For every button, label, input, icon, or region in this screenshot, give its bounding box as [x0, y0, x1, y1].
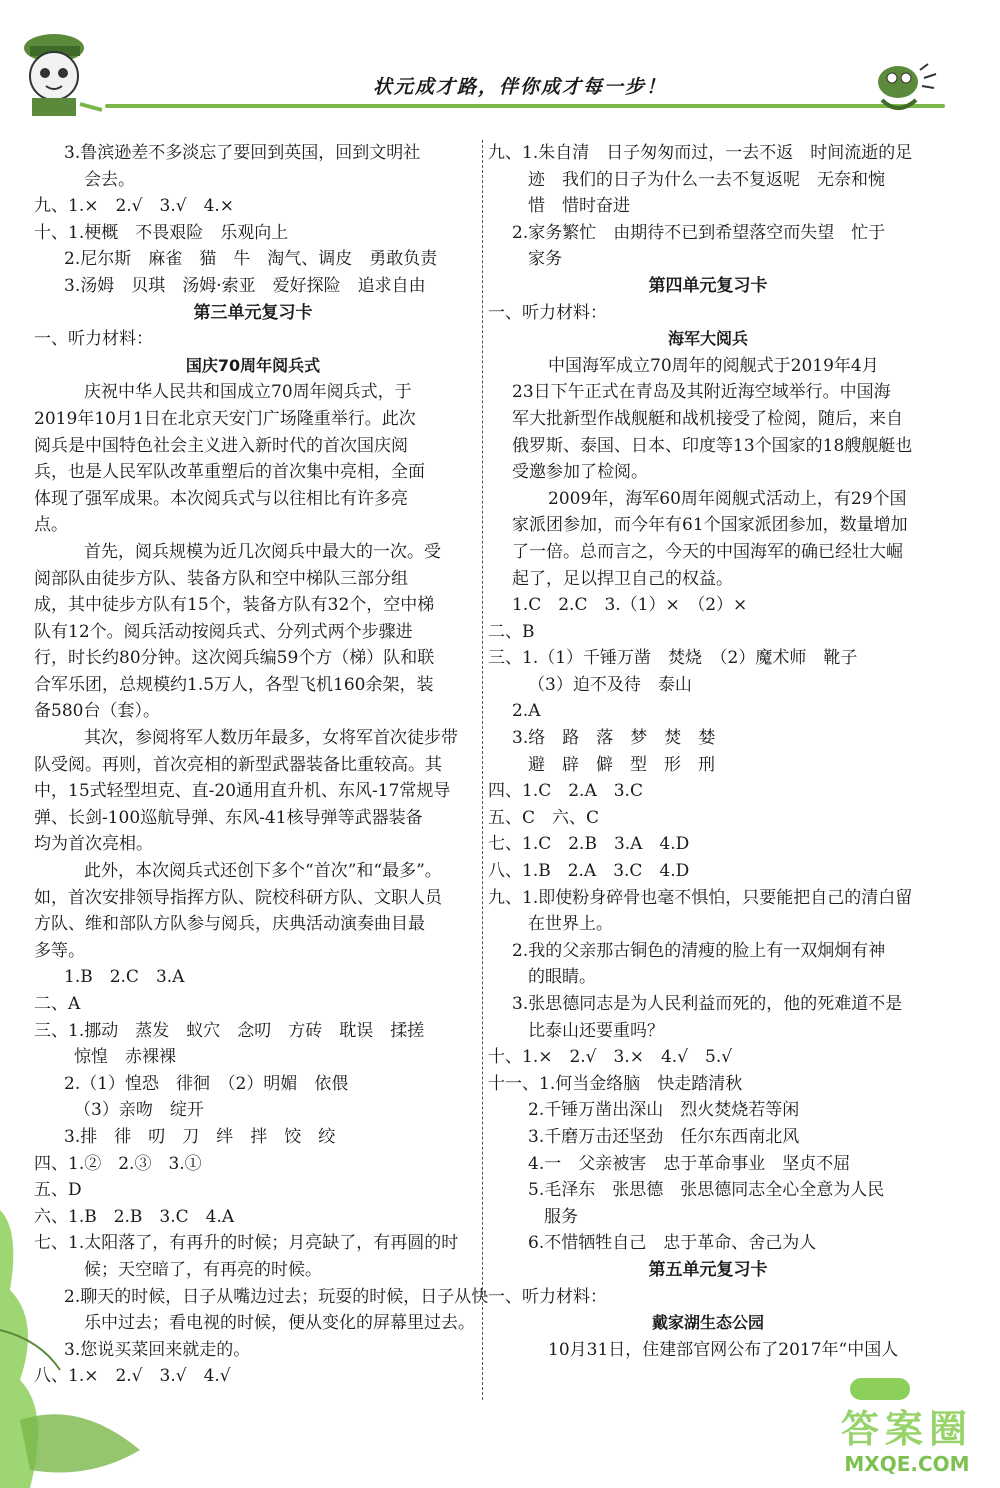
answer-line: 十、1.× 2.√ 3.× 4.√ 5.√ — [488, 1047, 733, 1068]
answer-line: 多等。 — [34, 940, 85, 961]
answer-line: 五、D — [34, 1180, 82, 1201]
answer-line: 迹 我们的日子为什么一去不复返呢 无奈和惋 — [528, 169, 885, 190]
answer-line: 体现了强军成果。本次阅兵式与以往相比有许多亮 — [34, 488, 408, 509]
answer-line: 避 辟 僻 型 形 刑 — [528, 754, 715, 775]
answer-line: 均为首次亮相。 — [34, 834, 153, 855]
answer-line: 中国海军成立70周年的阅舰式于2019年4月 — [548, 355, 879, 376]
answer-line: 军大批新型作战舰艇和战机接受了检阅，随后，来自 — [512, 408, 903, 429]
answer-line: 九、1.即使粉身碎骨也毫不惧怕，只要能把自己的清白留 — [488, 887, 913, 908]
answer-line: 中，15式轻型坦克、直-20通用直升机、东风-17常规导 — [34, 781, 451, 802]
answer-line: 合军乐团，总规模约1.5万人，各型飞机160余架，装 — [34, 674, 434, 695]
answer-line: 2009年，海军60周年阅舰式活动上，有29个国 — [548, 488, 907, 509]
answer-line: 八、1.× 2.√ 3.√ 4.√ — [34, 1366, 231, 1387]
mascot-left-icon — [10, 28, 105, 118]
answer-line: 阅兵是中国特色社会主义进入新时代的首次国庆阅 — [34, 435, 408, 456]
answer-line: 乐中过去；看电视的时候，便从变化的屏幕里过去。 — [84, 1313, 475, 1334]
answer-line: 起了，足以捍卫自己的权益。 — [512, 568, 733, 589]
answer-line: 一、听力材料： — [34, 329, 153, 350]
answer-line: 6.不惜牺牲自己 忠于革命、舍己为人 — [528, 1233, 817, 1254]
answer-line: 5.毛泽东 张思德 张思德同志全心全意为人民 — [528, 1180, 885, 1201]
answer-line: 方队、维和部队方队参与阅兵，庆典活动演奏曲目最 — [34, 914, 425, 935]
answer-line: 23日下午正式在青岛及其附近海空域举行。中国海 — [512, 382, 891, 403]
answer-line: 四、1.C 2.A 3.C — [488, 781, 643, 802]
answer-line: 惜 惜时奋进 — [528, 196, 630, 217]
answer-line: 2.（1）惶恐 徘徊 （2）明媚 依偎 — [64, 1073, 349, 1094]
answer-line: 兵，也是人民军队改革重塑后的首次集中亮相，全面 — [34, 462, 425, 483]
right-column — [488, 140, 928, 1363]
answer-line: 比泰山还要重吗？ — [528, 1020, 664, 1041]
answer-line: 二、B — [488, 621, 535, 642]
answer-line: 六、1.B 2.B 3.C 4.A — [34, 1206, 235, 1227]
answer-line: 十、1.梗概 不畏艰险 乐观向上 — [34, 222, 289, 243]
answer-line: 1.C 2.C 3.（1）× （2）× — [512, 595, 748, 616]
answer-line: 3.您说买菜回来就走的。 — [64, 1339, 251, 1360]
answer-line: （3）亲吻 绽开 — [74, 1100, 204, 1121]
answer-line: 七、1.C 2.B 3.A 4.D — [488, 834, 690, 855]
answer-line: 4.一 父亲被害 忠于革命事业 坚贞不屈 — [528, 1153, 851, 1174]
answer-line: 3.汤姆 贝琪 汤姆·索亚 爱好探险 追求自由 — [64, 275, 426, 296]
answer-line: 1.B 2.C 3.A — [64, 967, 185, 988]
answer-line: 了一倍。总而言之，今天的中国海军的确已经壮大崛 — [512, 541, 903, 562]
answer-line: 一、听力材料： — [488, 302, 607, 323]
answer-line: 八、1.B 2.A 3.C 4.D — [488, 861, 690, 882]
answer-line: 2019年10月1日在北京天安门广场隆重举行。此次 — [34, 408, 416, 429]
answer-line: 阅部队由徒步方队、装备方队和空中梯队三部分组 — [34, 568, 408, 589]
answer-line: 家派团参加，而今年有61个国家派团参加，数量增加 — [512, 515, 908, 536]
section-title: 第四单元复习卡 — [648, 275, 768, 296]
answer-line: 成，其中徒步方队有15个，装备方队有32个，空中梯 — [34, 595, 435, 616]
answer-line: 候；天空暗了，有再亮的时候。 — [84, 1259, 322, 1280]
answer-line: 九、1.× 2.√ 3.√ 4.× — [34, 196, 235, 217]
answer-line: 队有12个。阅兵活动按阅兵式、分列式两个步骤进 — [34, 621, 413, 642]
answer-line: 家务 — [528, 249, 562, 270]
header-slogan: 状元成才路，伴你成才每一步！ — [372, 76, 667, 98]
answer-line: 受邀参加了检阅。 — [512, 462, 648, 483]
answer-line: 七、1.太阳落了，有再升的时候；月亮缺了，有再圆的时 — [34, 1233, 459, 1254]
answer-line: 九、1.朱自清 日子匆匆而过，一去不返 时间流逝的足 — [488, 143, 913, 163]
page-number-badge — [850, 1378, 910, 1400]
answer-line: 3.排 徘 叨 刀 绊 拌 饺 绞 — [64, 1126, 336, 1147]
header-divider — [105, 104, 945, 108]
answer-line: 2.千锤万凿出深山 烈火焚烧若等闲 — [528, 1100, 800, 1121]
answer-line: 点。 — [34, 515, 68, 536]
answer-line: 庆祝中华人民共和国成立70周年阅兵式，于 — [84, 382, 412, 403]
watermark — [822, 1398, 992, 1482]
answer-line: 10月31日，住建部官网公布了2017年“中国人 — [548, 1339, 899, 1360]
answer-line: （3）迫不及待 泰山 — [528, 674, 692, 695]
answer-line: 服务 — [544, 1206, 578, 1227]
answer-line: 队受阅。再则，首次亮相的新型武器装备比重较高。其 — [34, 754, 442, 775]
answer-line: 二、A — [34, 994, 81, 1014]
answer-line: 2.我的父亲那古铜色的清瘦的脸上有一双炯炯有神 — [512, 940, 886, 961]
answer-line: 会去。 — [84, 169, 135, 190]
answer-line: 五、C 六、C — [488, 807, 600, 828]
watermark-title: 答案圈 — [840, 1407, 973, 1451]
answer-line: 如，首次安排领导指挥方队、院校科研方队、文职人员 — [34, 887, 442, 908]
answer-line: 俄罗斯、泰国、日本、印度等13个国家的18艘舰艇也 — [512, 435, 913, 456]
leaf-decoration-icon — [0, 1150, 150, 1488]
answer-line: 十一、1.何当金络脑 快走踏清秋 — [488, 1073, 743, 1094]
column-divider — [482, 140, 484, 1400]
answer-line: 2.家务繁忙 由期待不已到希望落空而失望 忙于 — [512, 222, 886, 243]
answer-line: 在世界上。 — [528, 914, 613, 935]
mascot-right-icon — [868, 60, 948, 120]
watermark-url: MXQE.COM — [844, 1452, 970, 1476]
section-title: 第五单元复习卡 — [648, 1259, 768, 1280]
section-title: 第三单元复习卡 — [193, 302, 313, 323]
passage-title: 国庆70周年阅兵式 — [185, 355, 321, 375]
answer-line: 3.鲁滨逊差不多淡忘了要回到英国，回到文明社 — [64, 143, 421, 163]
answer-line: 此外，本次阅兵式还创下多个“首次”和“最多”。 — [84, 861, 442, 882]
answer-line: 备580台（套）。 — [34, 701, 160, 722]
answer-line: 三、1.（1）千锤万凿 焚烧 （2）魔术师 靴子 — [488, 648, 858, 669]
answer-line: 3.络 路 落 梦 焚 婪 — [512, 728, 716, 749]
answer-line: 其次，参阅将军人数历年最多，女将军首次徒步带 — [84, 728, 458, 749]
answer-line: 的眼睛。 — [528, 967, 596, 988]
answer-line: 3.张思德同志是为人民利益而死的，他的死难道不是 — [512, 994, 903, 1014]
passage-title: 海军大阅兵 — [667, 329, 748, 349]
answer-line: 四、1.② 2.③ 3.① — [34, 1153, 202, 1174]
answer-line: 2.聊天的时候，日子从嘴边过去；玩耍的时候，日子从快 — [64, 1286, 489, 1307]
page-header — [0, 0, 1000, 140]
passage-title: 戴家湖生态公园 — [651, 1313, 764, 1333]
answer-line: 三、1.挪动 蒸发 蚁穴 念叨 方砖 耽误 揉搓 — [34, 1020, 425, 1041]
answer-line: 3.千磨万击还坚劲 任尔东西南北风 — [528, 1126, 800, 1147]
answer-line: 2.A — [512, 701, 541, 722]
answer-line: 惊惶 赤裸裸 — [74, 1047, 176, 1068]
answer-line: 一、听力材料： — [488, 1286, 607, 1307]
answer-line: 2.尼尔斯 麻雀 猫 牛 淘气、调皮 勇敢负责 — [64, 249, 438, 270]
answer-line: 行，时长约80分钟。这次阅兵编59个方（梯）队和联 — [34, 648, 435, 669]
answer-line: 首先，阅兵规模为近几次阅兵中最大的一次。受 — [84, 541, 441, 562]
answer-line: 弹、长剑-100巡航导弹、东风-41核导弹等武器装备 — [34, 807, 423, 828]
